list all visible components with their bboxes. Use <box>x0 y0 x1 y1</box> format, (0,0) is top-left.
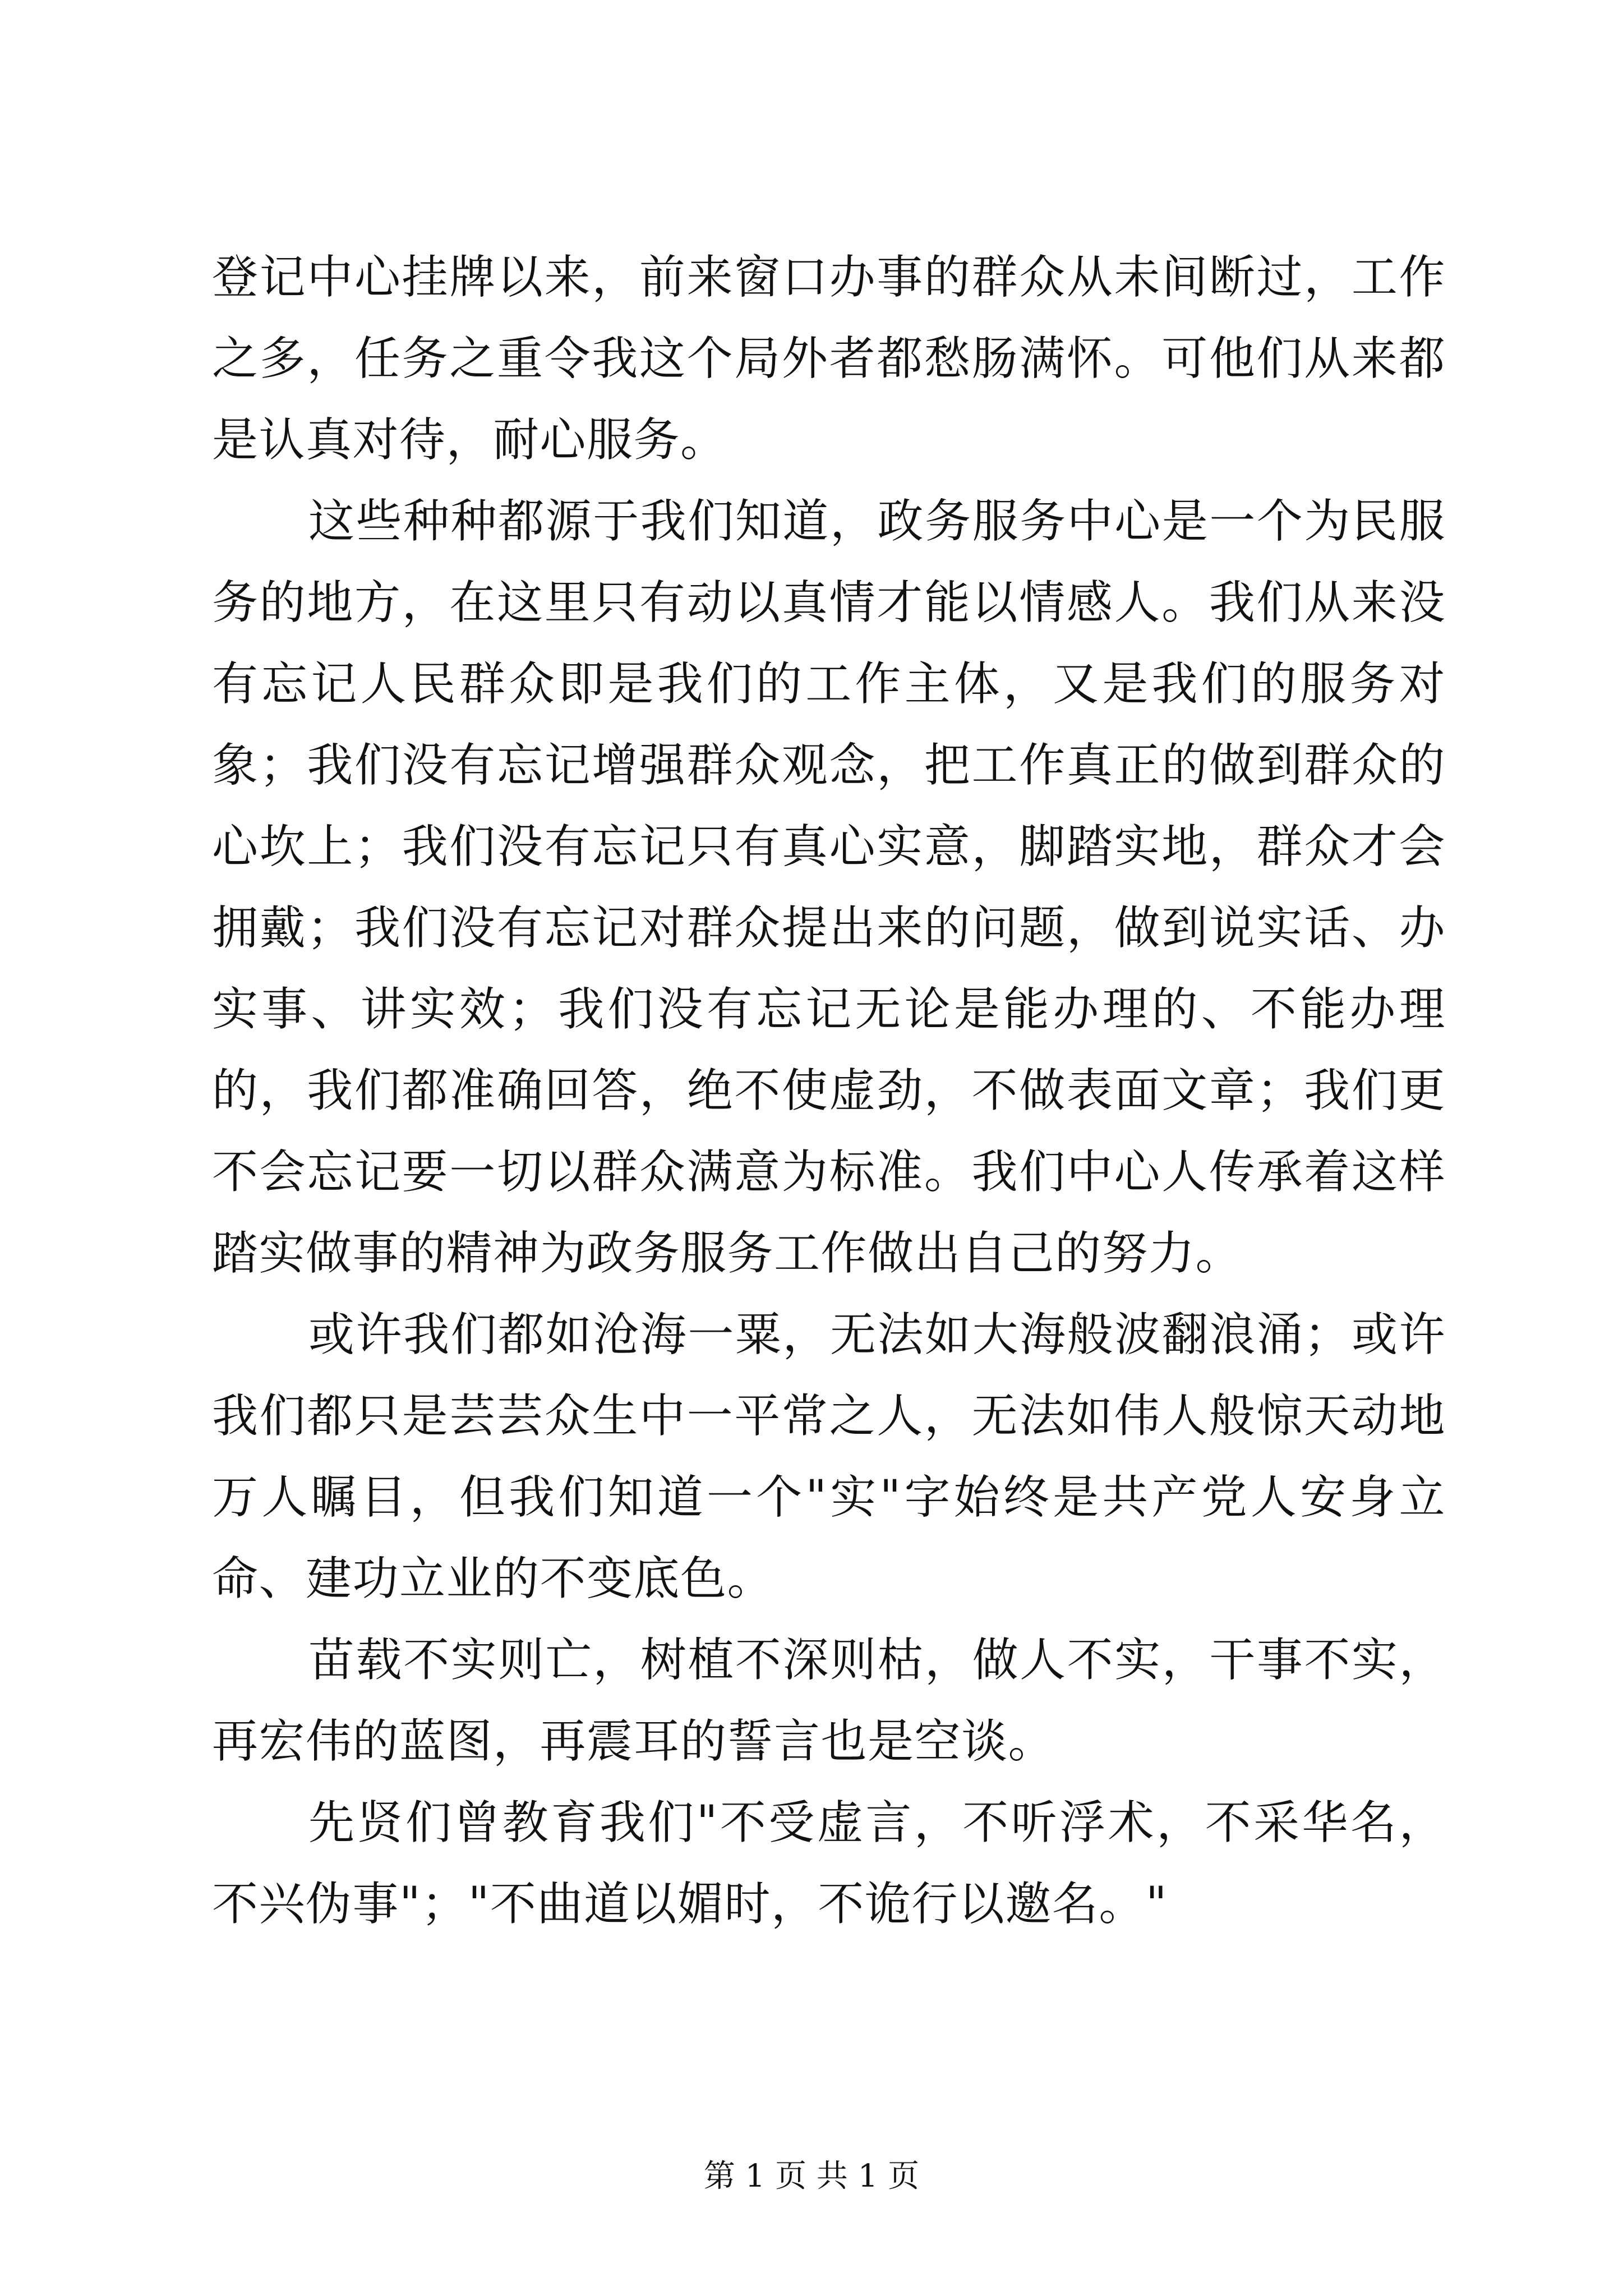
paragraph-5: 先贤们曾教育我们"不受虚言，不听浮术，不采华名，不兴伪事"；"不曲道以媚时，不诡行以邀名。" <box>212 1796 1446 1931</box>
paragraph-2: 这些种种都源于我们知道，政务服务中心是一个为民服务的地方，在这里只有动以真情才能以情感人。我们从来没有忘记人民群众即是我们的工作主体，又是我们的服务对象；我们没有忘记增强群众观念，把工作真正的做到群众的心坎上；我们没有忘记只有真心实意，脚踏实地，群众才会拥戴；我们没有忘记对群众提出来的问题，做到说实话、办实事、讲实效；我们没有忘记无论是能办理的、不能办理的，我们都准确回答，绝不使虚劲，不做表面文章；我们更不会忘记要一切以群众满意为标准。我们中心人传承着这样踏实做事的精神为政务服务工作做出自己的努力。 <box>212 495 1446 1280</box>
paragraph-4: 苗载不实则亡，树植不深则枯，做人不实，干事不实，再宏伟的蓝图，再震耳的誓言也是空谈。 <box>212 1634 1446 1768</box>
page-footer: 第 1 页 共 1 页 <box>703 2158 920 2194</box>
paragraph-1: 登记中心挂牌以来，前来窗口办事的群众从未间断过，工作之多，任务之重令我这个局外者都愁肠满怀。可他们从来都是认真对待，耐心服务。 <box>212 251 1446 467</box>
paragraph-3: 或许我们都如沧海一粟，无法如大海般波翻浪涌；或许我们都只是芸芸众生中一平常之人，无法如伟人般惊天动地万人瞩目，但我们知道一个"实"字始终是共产党人安身立命、建功立业的不变底色。 <box>212 1308 1446 1605</box>
document-body <box>212 237 1446 1945</box>
